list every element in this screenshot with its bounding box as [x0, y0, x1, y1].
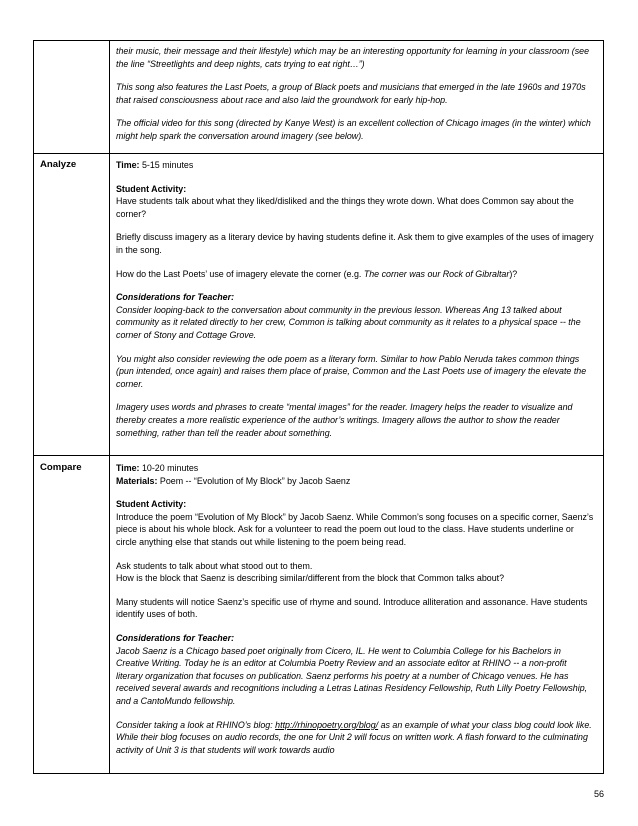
- analyze-time: [116, 159, 595, 172]
- table-row-compare: [34, 456, 603, 775]
- compare-considerations-label: Considerations for Teacher:: [116, 632, 235, 643]
- continuation-cell: [116, 45, 595, 143]
- analyze-considerations-text-3: Imagery uses words and phrases to create “mental images” for the reader. Imagery helps the reader to visualize and thereby creates a more realistic experience of the author’s writings. Imagery allows the author to show the reader something, rather than tell the reader about something.: [116, 402, 573, 438]
- analyze-student-activity-label: Student Activity:: [116, 183, 187, 194]
- continuation-paragraph-1: their music, their message and their lifestyle) which may be an interesting opportunity for learning in your classroom (see the line “Streetlights and deep nights, cats trying to eat right…”): [116, 46, 590, 69]
- table-row-continuation: [34, 41, 603, 154]
- compare-ask-text: Ask students to talk about what stood out to them.: [116, 560, 313, 571]
- compare-blog-post: as an example of what your class blog could look like. While their blog focuses on audio records, the one for Unit 2 will focus on written work. A flash forward to the culminating activity of Unit 3 is that students will work towards audio: [116, 719, 592, 755]
- compare-considerations: [116, 632, 595, 708]
- analyze-considerations-text-2: You might also consider reviewing the ode poem as a literary form. Similar to how Pablo Neruda takes common things (pun intended, once again) and raises them place of praise, Common and the Last Poets use of imagery the elevate the corner.: [116, 353, 587, 389]
- analyze-imagery-paragraph: Briefly discuss imagery as a literary device by having students define it. Ask them to give examples of the uses of imagery in the song.: [116, 232, 594, 255]
- compare-considerations-text-2: [116, 719, 595, 757]
- analyze-considerations: [116, 291, 595, 341]
- compare-time-label: Time:: [116, 463, 140, 473]
- compare-materials-label: Materials:: [116, 475, 158, 486]
- compare-materials-value: Poem -- “Evolution of My Block” by Jacob Saenz: [157, 475, 351, 486]
- analyze-student-activity-text: Have students talk about what they liked/disliked and the things they wrote down. What does Common say about the corner?: [116, 196, 574, 219]
- analyze-considerations-text-1: Consider looping-back to the conversation about community in the previous lesson. Whereas Ang 13 talked about community as it related directly to her crew, Common is talking about community as it relates to a physical space -- the corner of Stony and Cottage Grove.: [116, 304, 581, 340]
- analyze-student-activity: [116, 183, 595, 221]
- compare-time-value: 10-20 minutes: [139, 463, 199, 473]
- analyze-question-quote: The corner was our Rock of Gibraltar: [363, 268, 510, 279]
- analyze-question: [116, 268, 595, 281]
- table-row-analyze: [34, 154, 603, 456]
- analyze-considerations-label: Considerations for Teacher:: [116, 292, 235, 303]
- analyze-question-post: )?: [509, 268, 518, 279]
- compare-discussion: [116, 560, 595, 585]
- page-number: 56: [593, 789, 604, 799]
- compare-label: Compare: [40, 462, 82, 473]
- compare-blog-pre: Consider taking a look at RHINO’s blog:: [116, 719, 276, 730]
- compare-time-materials: [116, 462, 595, 487]
- continuation-paragraph-3: The official video for this song (directed by Kanye West) is an excellent collection of Chicago images (in the winter) which might help spark the conversation around imagery (see below).: [116, 118, 591, 141]
- compare-how-text: How is the block that Saenz is describing similar/different from the block that Common talks about?: [116, 573, 505, 584]
- analyze-question-pre: How do the Last Poets’ use of imagery elevate the corner (e.g.: [116, 268, 364, 279]
- analyze-time-label: Time:: [116, 160, 140, 170]
- compare-cell: [116, 462, 595, 756]
- continuation-paragraph-2: This song also features the Last Poets, a group of Black poets and musicians that emerged in the late 1960s and 1970s that raised consciousness about race and also laid the groundwork for early hip-hop.: [116, 82, 586, 105]
- rhino-blog-link[interactable]: http://rhinopoetry.org/blog/: [275, 719, 379, 730]
- analyze-time-value: 5-15 minutes: [139, 160, 194, 170]
- lesson-table: [33, 40, 604, 774]
- compare-student-activity-text: Introduce the poem “Evolution of My Block” by Jacob Saenz. While Common’s song focuses on a specific corner, Saenz’s piece is about his whole block. Ask for a volunteer to read the poem out loud to the class. Have students underline or circle anything else that stands out while listening to the poem being read.: [116, 511, 594, 547]
- analyze-cell: [116, 159, 595, 439]
- compare-student-activity: [116, 498, 595, 548]
- compare-considerations-text-1: Jacob Saenz is a Chicago based poet originally from Cicero, IL. He went to Columbia College for his Bachelors in Creative Writing. Today he is an editor at Columbia Poetry Review and an associate editor at RHINO -- a non-profit literary organization that focuses on publication. Saenz performs his poetry at a number of Chicago venues. He has received several awards and recognitions including a Letras Latinas Residency Fellowship, Ruth Lilly Poetry Fellowship, and a CantoMundo fellowship.: [116, 645, 588, 706]
- compare-student-activity-label: Student Activity:: [116, 499, 187, 510]
- compare-rhyme-paragraph: Many students will notice Saenz’s specific use of rhyme and sound. Introduce alliteration and assonance. Have students identify uses of both.: [116, 596, 588, 620]
- analyze-label: Analyze: [40, 159, 77, 170]
